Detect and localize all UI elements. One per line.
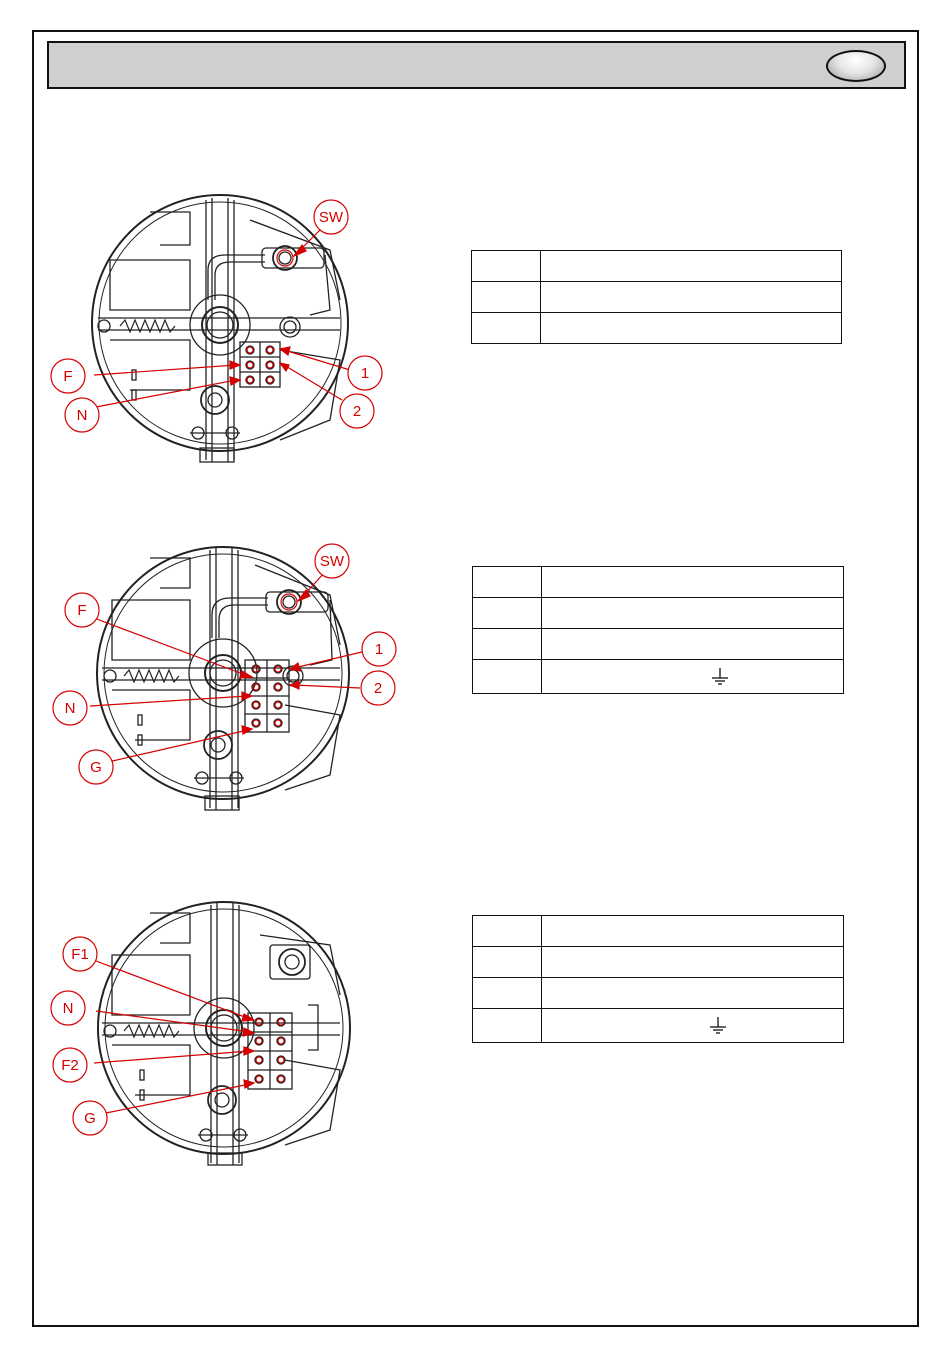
table-cell-code (473, 567, 542, 598)
heater-diagram-1-svg (40, 190, 420, 480)
table-row (473, 1009, 844, 1043)
label-sw: SW (318, 209, 344, 226)
label-terminal-2: 2 (352, 403, 362, 420)
label-terminal-1: 1 (374, 641, 384, 658)
label-terminal-1: 1 (360, 365, 370, 382)
table-cell-desc (542, 916, 844, 947)
table-row (473, 978, 844, 1009)
label-f1: F1 (71, 946, 89, 963)
heater-diagram-2 (40, 540, 420, 820)
ground-symbol-icon (708, 1016, 728, 1036)
table-cell-code (473, 947, 542, 978)
page-badge (826, 50, 886, 82)
table-cell-code (473, 916, 542, 947)
table-cell-desc (542, 1009, 844, 1043)
table-cell-desc (542, 567, 844, 598)
label-n: N (62, 1000, 74, 1017)
wiring-table-1 (471, 250, 842, 344)
table-row (472, 282, 842, 313)
table-row (473, 629, 844, 660)
table-cell-desc (542, 629, 844, 660)
table-cell-code (472, 313, 541, 344)
label-n: N (76, 407, 88, 424)
table-cell-desc (542, 660, 844, 694)
heater-diagram-2-svg (40, 540, 420, 820)
table-row (473, 598, 844, 629)
table-cell-desc (542, 947, 844, 978)
table-row (473, 660, 844, 694)
table-cell-code (473, 598, 542, 629)
label-n: N (64, 700, 76, 717)
label-f: F (77, 602, 87, 619)
table-cell-desc (542, 978, 844, 1009)
table-cell-code (473, 629, 542, 660)
label-g: G (84, 1110, 96, 1127)
table-row (472, 313, 842, 344)
ground-symbol-icon (710, 667, 730, 687)
heater-diagram-1 (40, 190, 420, 480)
table-row (473, 947, 844, 978)
table-cell-desc (541, 251, 842, 282)
label-terminal-2: 2 (373, 680, 383, 697)
heater-diagram-3-svg (40, 895, 420, 1175)
label-g: G (90, 759, 102, 776)
label-f: F (63, 368, 73, 385)
table-cell-code (472, 282, 541, 313)
table-cell-code (473, 978, 542, 1009)
table-cell-code (473, 660, 542, 694)
table-cell-code (472, 251, 541, 282)
label-sw: SW (319, 553, 345, 570)
table-cell-code (473, 1009, 542, 1043)
table-cell-desc (541, 282, 842, 313)
wiring-table-3 (472, 915, 844, 1043)
table-cell-desc (541, 313, 842, 344)
table-row (473, 567, 844, 598)
label-f2: F2 (61, 1057, 79, 1074)
wiring-table-2 (472, 566, 844, 694)
table-cell-desc (542, 598, 844, 629)
heater-diagram-3 (40, 895, 420, 1175)
header-bar (47, 41, 906, 89)
table-row (473, 916, 844, 947)
table-row (472, 251, 842, 282)
